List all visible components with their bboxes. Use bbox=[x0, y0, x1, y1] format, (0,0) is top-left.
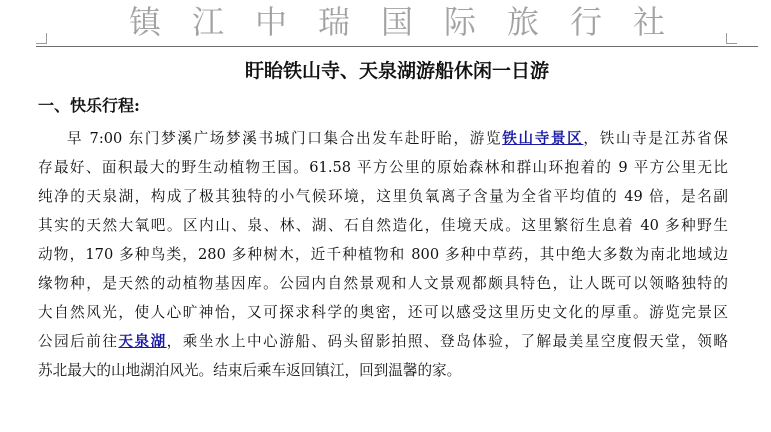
margin-corner-mark-left bbox=[36, 33, 47, 44]
paragraph-line: 存最好、面积最大的野生动植物王国。61.58 平方公里的原始森林和群山环抱着的 9 平方公里无比 bbox=[38, 159, 728, 176]
paragraph-line: 苏北最大的山地湖泊风光。结束后乘车返回镇江，回到温馨的家。 bbox=[38, 362, 462, 379]
paragraph-text: ，乘坐水上中心游船、码头留影拍照、登岛体验，了解最美星空度假天堂，领略 bbox=[166, 333, 728, 350]
header-rule bbox=[36, 46, 758, 47]
paragraph-line: 动物，170 多种鸟类，280 多种树木，近千种植物和 800 多种中草药，其中绝大多数为南北地域边 bbox=[38, 246, 728, 263]
section-heading: 一、快乐行程: bbox=[38, 96, 140, 115]
document-title: 盱眙铁山寺、天泉湖游船休闲一日游 bbox=[244, 60, 549, 82]
paragraph-line: 纯净的天泉湖，构成了极其独特的小气候环境，这里负氧离子含量为全省平均值的 49 倍，是名副 bbox=[38, 188, 728, 205]
tianquan-lake-link[interactable]: 天泉湖 bbox=[118, 333, 167, 350]
company-name: 镇江中瑞国际旅行社 bbox=[128, 3, 696, 41]
page-header bbox=[36, 0, 758, 48]
paragraph-line: 其实的天然大氧吧。区内山、泉、林、湖、石自然造化，佳境天成。这里繁衍生息着 40 多种野生 bbox=[38, 217, 728, 234]
itinerary-paragraph bbox=[38, 124, 728, 385]
margin-corner-mark-right bbox=[726, 33, 737, 44]
paragraph-line: 缘物种，是天然的动植物基因库。公园内自然景观和人文景观都颇具特色，让人既可以领略独特的 bbox=[38, 275, 728, 292]
tieshan-scenic-link[interactable]: 铁山寺景区 bbox=[502, 130, 584, 147]
paragraph-text: 早 7:00 东门梦溪广场梦溪书城门口集合出发车赴盱眙，游览 bbox=[67, 130, 503, 147]
paragraph-text: ，铁山寺是江苏省保 bbox=[583, 130, 728, 147]
paragraph-text: 公园后前往 bbox=[38, 333, 119, 350]
paragraph-line: 大自然风光，使人心旷神怡，又可探求科学的奥密，还可以感受这里历史文化的厚重。游览完景区 bbox=[38, 304, 728, 321]
paragraph-line bbox=[38, 124, 728, 153]
paragraph-line bbox=[38, 327, 728, 356]
